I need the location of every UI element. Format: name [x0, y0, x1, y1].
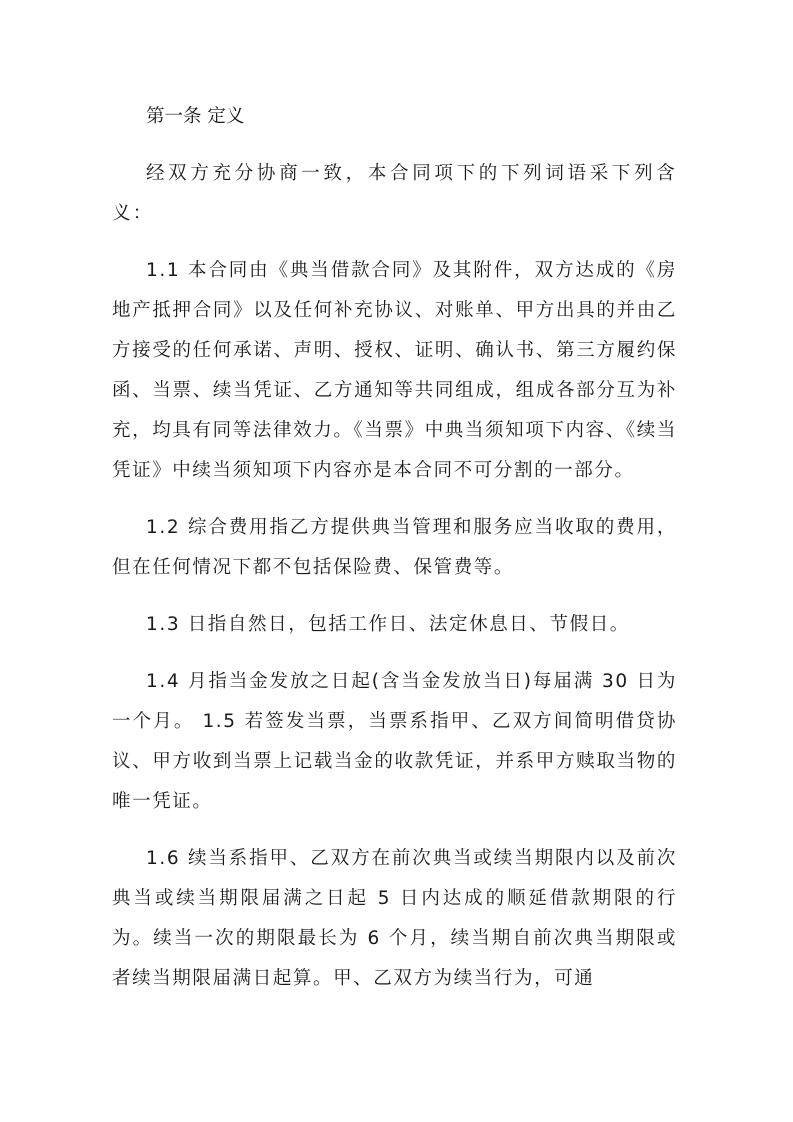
- intro-paragraph: 经双方充分协商一致，本合同项下的下列词语采下列含义：: [112, 163, 677, 224]
- clause-1-1: 1.1 本合同由《典当借款合同》及其附件，双方达成的《房地产抵押合同》以及任何补充协议、对账单、甲方出具的并由乙方接受的任何承诺、声明、授权、证明、确认书、第三方履约保函、当票、续当凭证、乙方通知等共同组成，组成各部分互为补充，均具有同等法律效力。《当票》中典当须知项下内容、《续当凭证》中续当须知项下内容亦是本合同不可分割的一部分。: [112, 260, 677, 481]
- clause-1-3: 1.3 日指自然日，包括工作日、法定休息日、节假日。: [146, 614, 630, 635]
- document-body: [112, 97, 677, 1016]
- clause-1-4-1-5: 1.4 月指当金发放之日起(含当金发放当日)每届满 30 日为一个月。 1.5 若签发当票，当票系指甲、乙双方间简明借贷协议、甲方收到当票上记载当金的收款凭证，并系甲方赎取当物的唯一凭证。: [112, 671, 677, 812]
- clause-1-2: 1.2 综合费用指乙方提供典当管理和服务应当收取的费用，但在任何情况下都不包括保险费、保管费等。: [112, 517, 677, 578]
- clause-1-6: 1.6 续当系指甲、乙双方在前次典当或续当期限内以及前次典当或续当期限届满之日起 5 日内达成的顺延借款期限的行为。续当一次的期限最长为 6 个月，续当期自前次典当期限或者续当期限届满日起算。甲、乙双方为续当行为，可通: [112, 848, 677, 989]
- article-heading: 第一条 定义: [146, 106, 245, 127]
